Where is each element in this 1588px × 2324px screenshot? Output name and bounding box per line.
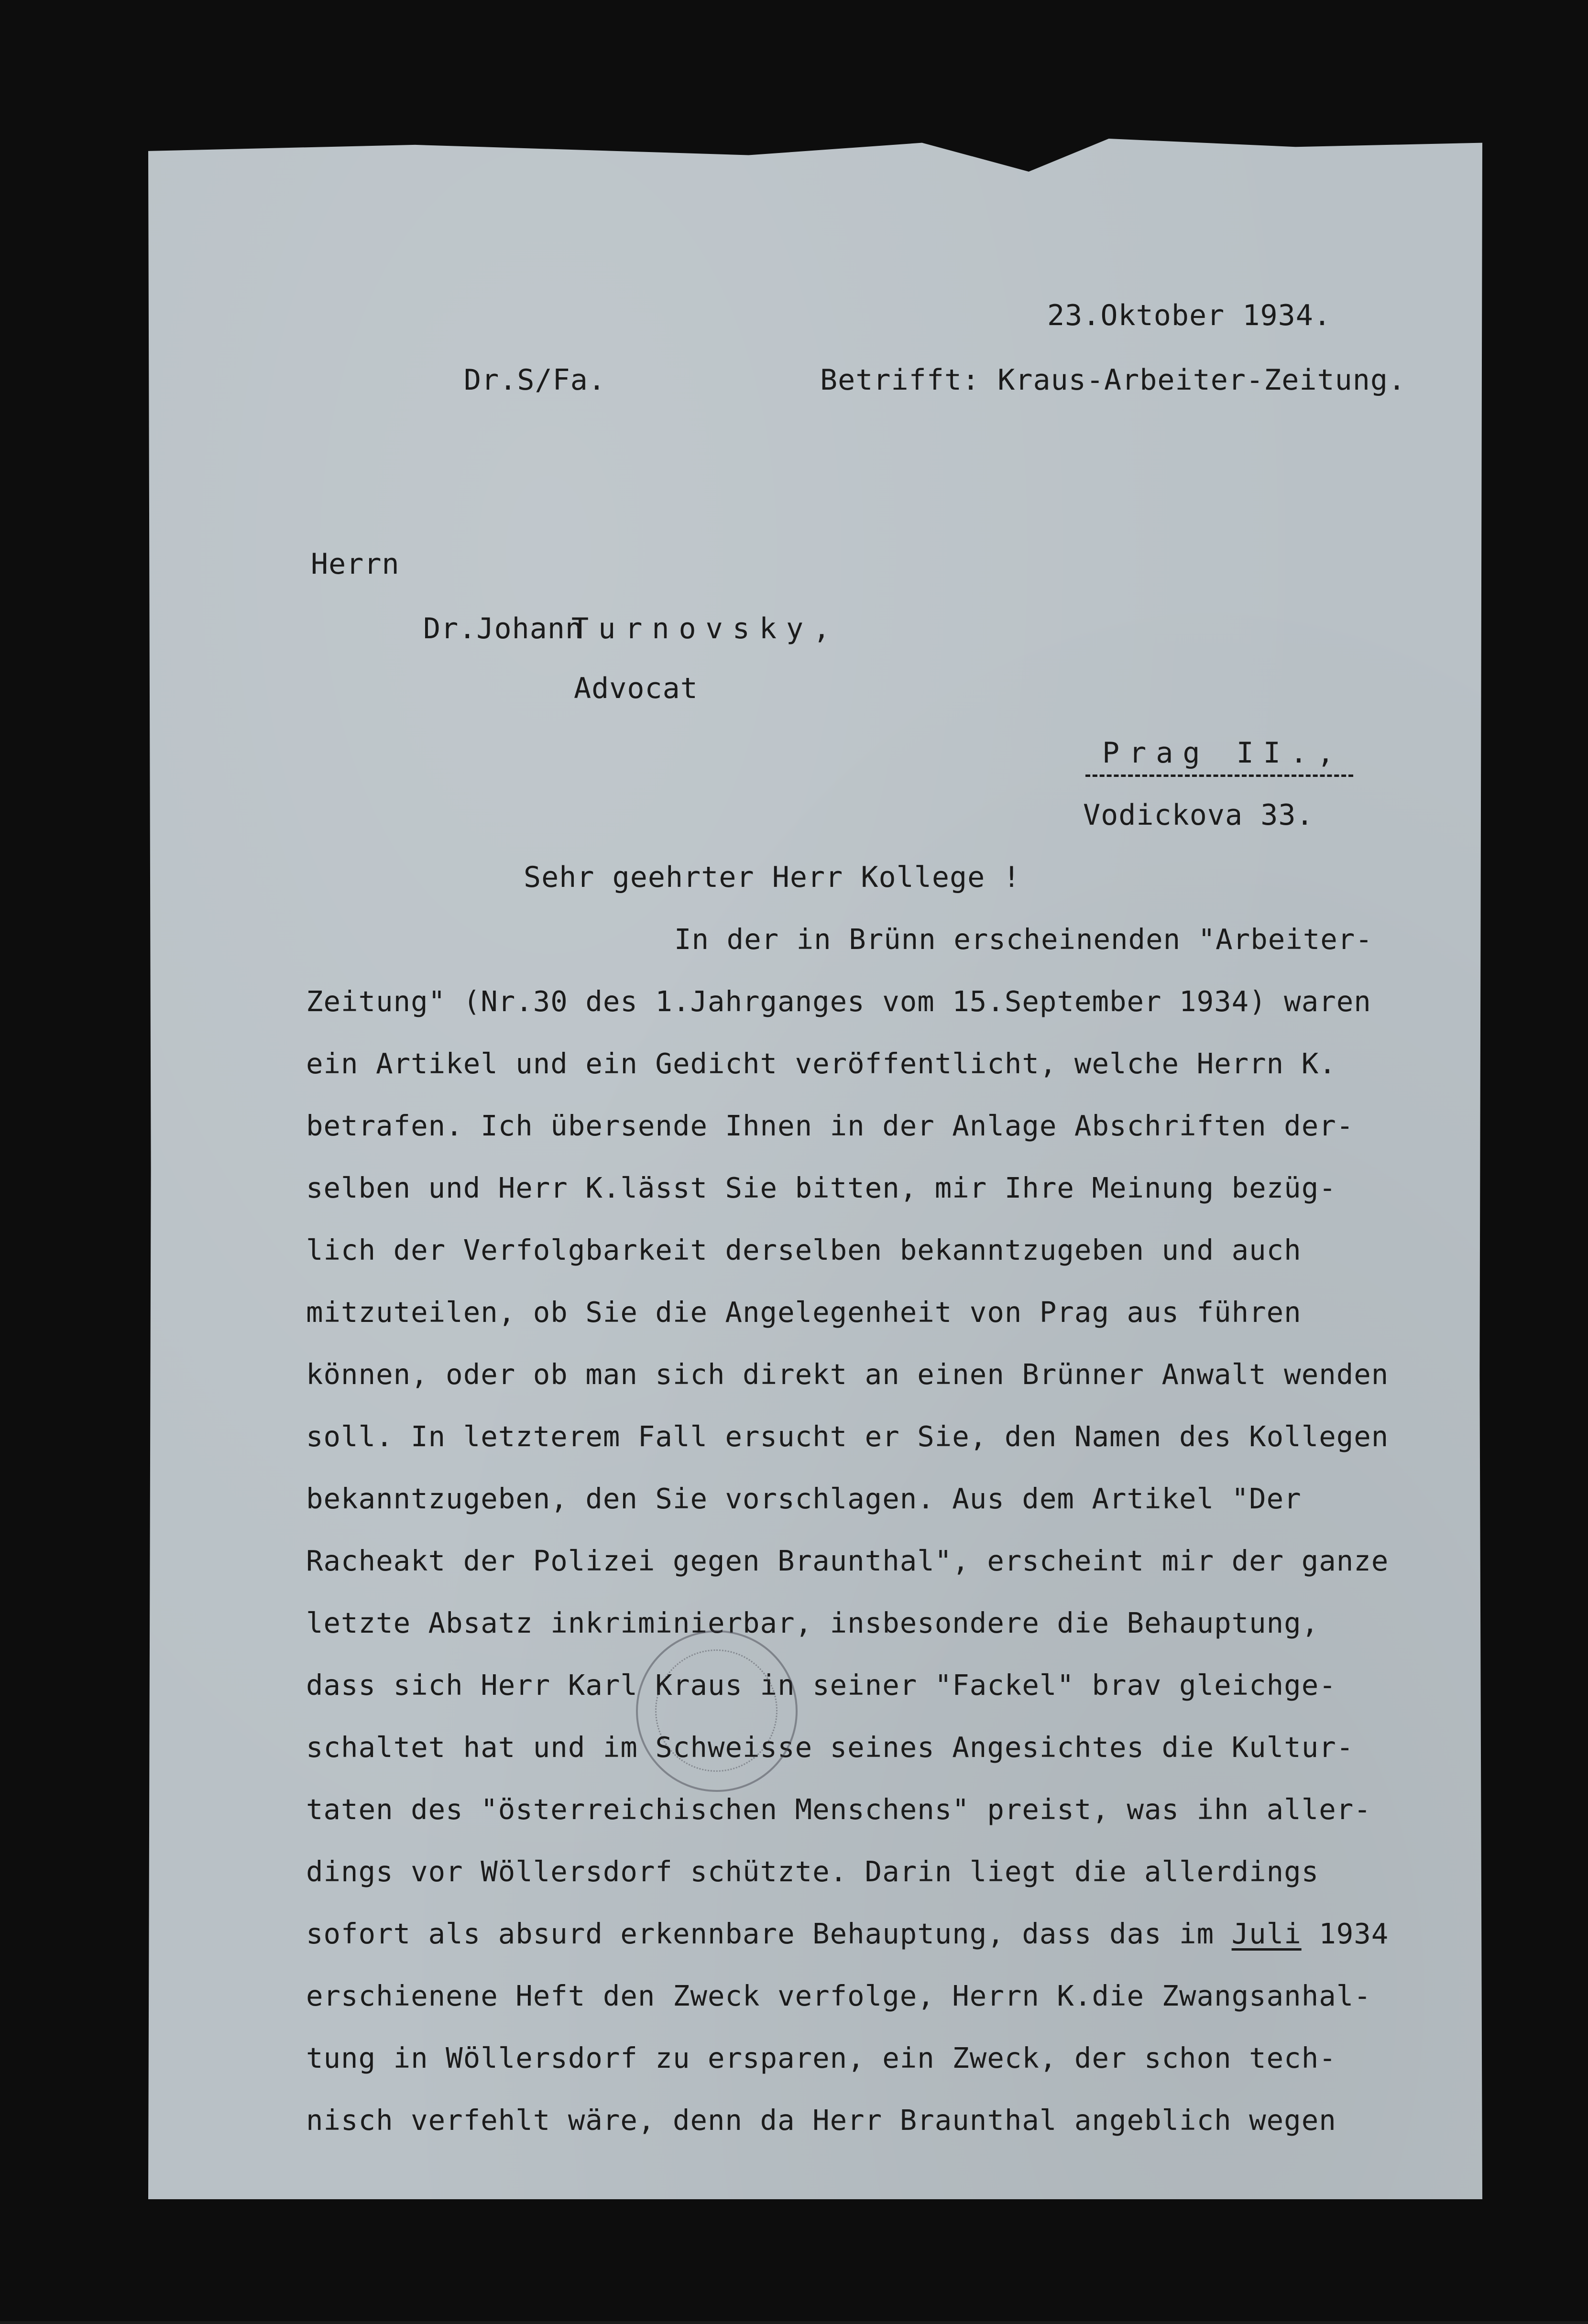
body-line: können, oder ob man sich direkt an einen Brünner Anwalt wenden <box>306 1358 1389 1391</box>
body-line: lich der Verfolgbarkeit derselben bekanntzugeben und auch <box>306 1233 1302 1266</box>
body-line: nisch verfehlt wäre, denn da Herr Braunthal angeblich wegen <box>306 2104 1336 2137</box>
recipient-street: Vodickova 33. <box>1083 798 1314 832</box>
recipient-title: Advocat <box>574 672 698 705</box>
city-underline-rule <box>1085 775 1353 777</box>
recipient-city: Prag II., <box>1102 736 1344 770</box>
body-line: erschienene Heft den Zweck verfolge, Herrn K.die Zwangsanhal- <box>306 1979 1371 2012</box>
body-text-segment: 1934 <box>1301 1917 1389 1950</box>
body-line: dass sich Herr Karl Kraus in seiner "Fackel" brav gleichge- <box>306 1669 1336 1702</box>
body-line: In der in Brünn erscheinenden "Arbeiter- <box>674 923 1373 956</box>
body-line: bekanntzugeben, den Sie vorschlagen. Aus dem Artikel "Der <box>306 1482 1302 1515</box>
paper-sheet <box>148 139 1482 2199</box>
body-line: schaltet hat und im Schweisse seines Angesichtes die Kultur- <box>306 1731 1354 1764</box>
ink-stamp-inner <box>655 1649 778 1772</box>
address-herrn: Herrn <box>311 547 400 581</box>
letter-subject: Betrifft: Kraus-Arbeiter-Zeitung. <box>820 363 1406 397</box>
body-line: selben und Herr K.lässt Sie bitten, mir Ihre Meinung bezüg- <box>306 1171 1336 1204</box>
recipient-name-prefix: Dr.Johann <box>423 612 583 645</box>
body-line: mitzuteilen, ob Sie die Angelegenheit von Prag aus führen <box>306 1296 1302 1329</box>
body-line: Racheakt der Polizei gegen Braunthal", erscheint mir der ganze <box>306 1544 1389 1577</box>
body-line: taten des "österreichischen Menschens" preist, was ihn aller- <box>306 1793 1371 1826</box>
body-line: soll. In letzterem Fall ersucht er Sie, den Namen des Kollegen <box>306 1420 1389 1453</box>
body-line-with-underline <box>306 1917 1389 1950</box>
recipient-surname: Turnovsky, <box>571 612 840 645</box>
body-line: tung in Wöllersdorf zu ersparen, ein Zweck, der schon tech- <box>306 2041 1336 2074</box>
body-line: letzte Absatz inkriminierbar, insbesondere die Behauptung, <box>306 1606 1319 1639</box>
letter-reference: Dr.S/Fa. <box>464 363 606 397</box>
body-line: Zeitung" (Nr.30 des 1.Jahrganges vom 15.September 1934) waren <box>306 985 1371 1018</box>
letter-greeting: Sehr geehrter Herr Kollege ! <box>524 861 1021 894</box>
scan-bottom-edge <box>0 2321 1588 2324</box>
body-line: ein Artikel und ein Gedicht veröffentlicht, welche Herrn K. <box>306 1047 1336 1080</box>
body-line: dings vor Wöllersdorf schützte. Darin liegt die allerdings <box>306 1855 1319 1888</box>
body-text-segment: sofort als absurd erkennbare Behauptung, dass das im <box>306 1917 1232 1950</box>
letter-date: 23.Oktober 1934. <box>1047 299 1331 332</box>
underlined-word: Juli <box>1231 1917 1302 1950</box>
body-line: betrafen. Ich übersende Ihnen in der Anlage Abschriften der- <box>306 1109 1354 1142</box>
